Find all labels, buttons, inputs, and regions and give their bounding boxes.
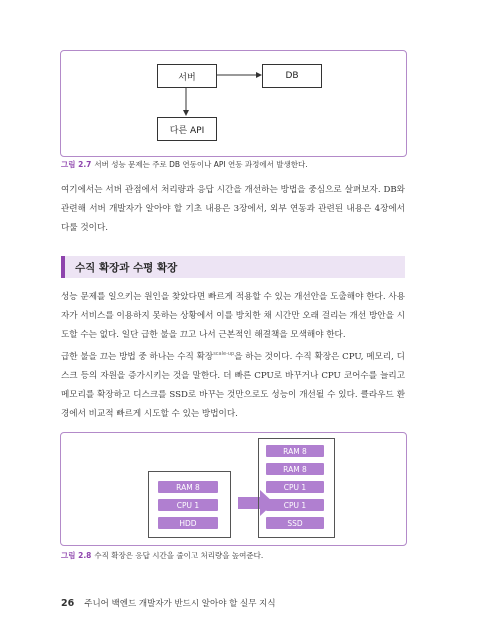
figure-2-7 (60, 50, 407, 157)
section-accent-bar (61, 256, 65, 278)
scale-up-superscript: scale-up (213, 351, 235, 357)
after-cpu-2: CPU 1 (266, 499, 324, 511)
caption-number: 그림 2.7 (61, 160, 92, 169)
before-disk: HDD (158, 517, 218, 529)
after-ram-1: RAM 8 (266, 445, 324, 457)
section-heading (61, 256, 405, 278)
page-footer (61, 597, 276, 609)
after-cpu-1: CPU 1 (266, 481, 324, 493)
paragraph-3-part-1: 급한 불을 끄는 방법 중 하나는 수직 확장 (61, 351, 214, 362)
page-number: 26 (61, 598, 75, 609)
caption-text: 수직 확장은 응답 시간을 줄이고 처리량을 높여준다. (94, 551, 264, 560)
paragraph-3 (61, 345, 405, 424)
paragraph-1: 여기에서는 서버 관점에서 처리량과 응답 시간을 개선하는 방법을 중심으로 살펴보자. DB와 관련해 서버 개발자가 알아야 할 기초 내용은 3장에서, 외부 연동과 관련된 내용은 4장에서 다룰 것이다. (61, 185, 405, 233)
db-node: DB (262, 64, 322, 88)
section-title: 수직 확장과 수평 확장 (75, 261, 178, 274)
book-title: 주니어 백엔드 개발자가 반드시 알아야 할 실무 지식 (84, 599, 276, 609)
figure-2-8 (60, 432, 407, 546)
before-cpu: CPU 1 (158, 499, 218, 511)
paragraph-2: 성능 문제를 일으키는 원인을 찾았다면 빠르게 적용할 수 있는 개선안을 도출해야 한다. 사용자가 서비스를 이용하지 못하는 상황에서 이를 방치한 채 시간만 오래 걸리는 개선 방안을 시도할 수는 없다. 일단 급한 불을 끄고 나서 근본적인 해결책을 모색해야 한다. (61, 292, 405, 340)
other-api-node: 다른 API (157, 117, 217, 141)
figure-2-7-caption (61, 159, 308, 170)
server-node: 서버 (157, 64, 217, 88)
before-ram: RAM 8 (158, 481, 218, 493)
after-disk: SSD (266, 517, 324, 529)
caption-number: 그림 2.8 (61, 551, 92, 560)
caption-text: 서버 성능 문제는 주로 DB 연동이나 API 연동 과정에서 발생한다. (94, 160, 308, 169)
figure-2-7-arrows (61, 51, 406, 156)
after-ram-2: RAM 8 (266, 463, 324, 475)
figure-2-8-caption (61, 550, 263, 561)
paragraph-3-part-2: 을 하는 것이다. 수직 확장은 CPU, 메모리, 디스크 등의 자원을 증가시키는 것을 말한다. 더 빠른 CPU로 바꾸거나 CPU 코어수를 늘리고 메모리를 확장하고 디스크를 SSD로 바꾸는 것만으로도 성능이 개선될 수 있다. 클라우드 환경에서 비교적 빠르게 시도할 수 있는 방법이다. (61, 351, 405, 419)
